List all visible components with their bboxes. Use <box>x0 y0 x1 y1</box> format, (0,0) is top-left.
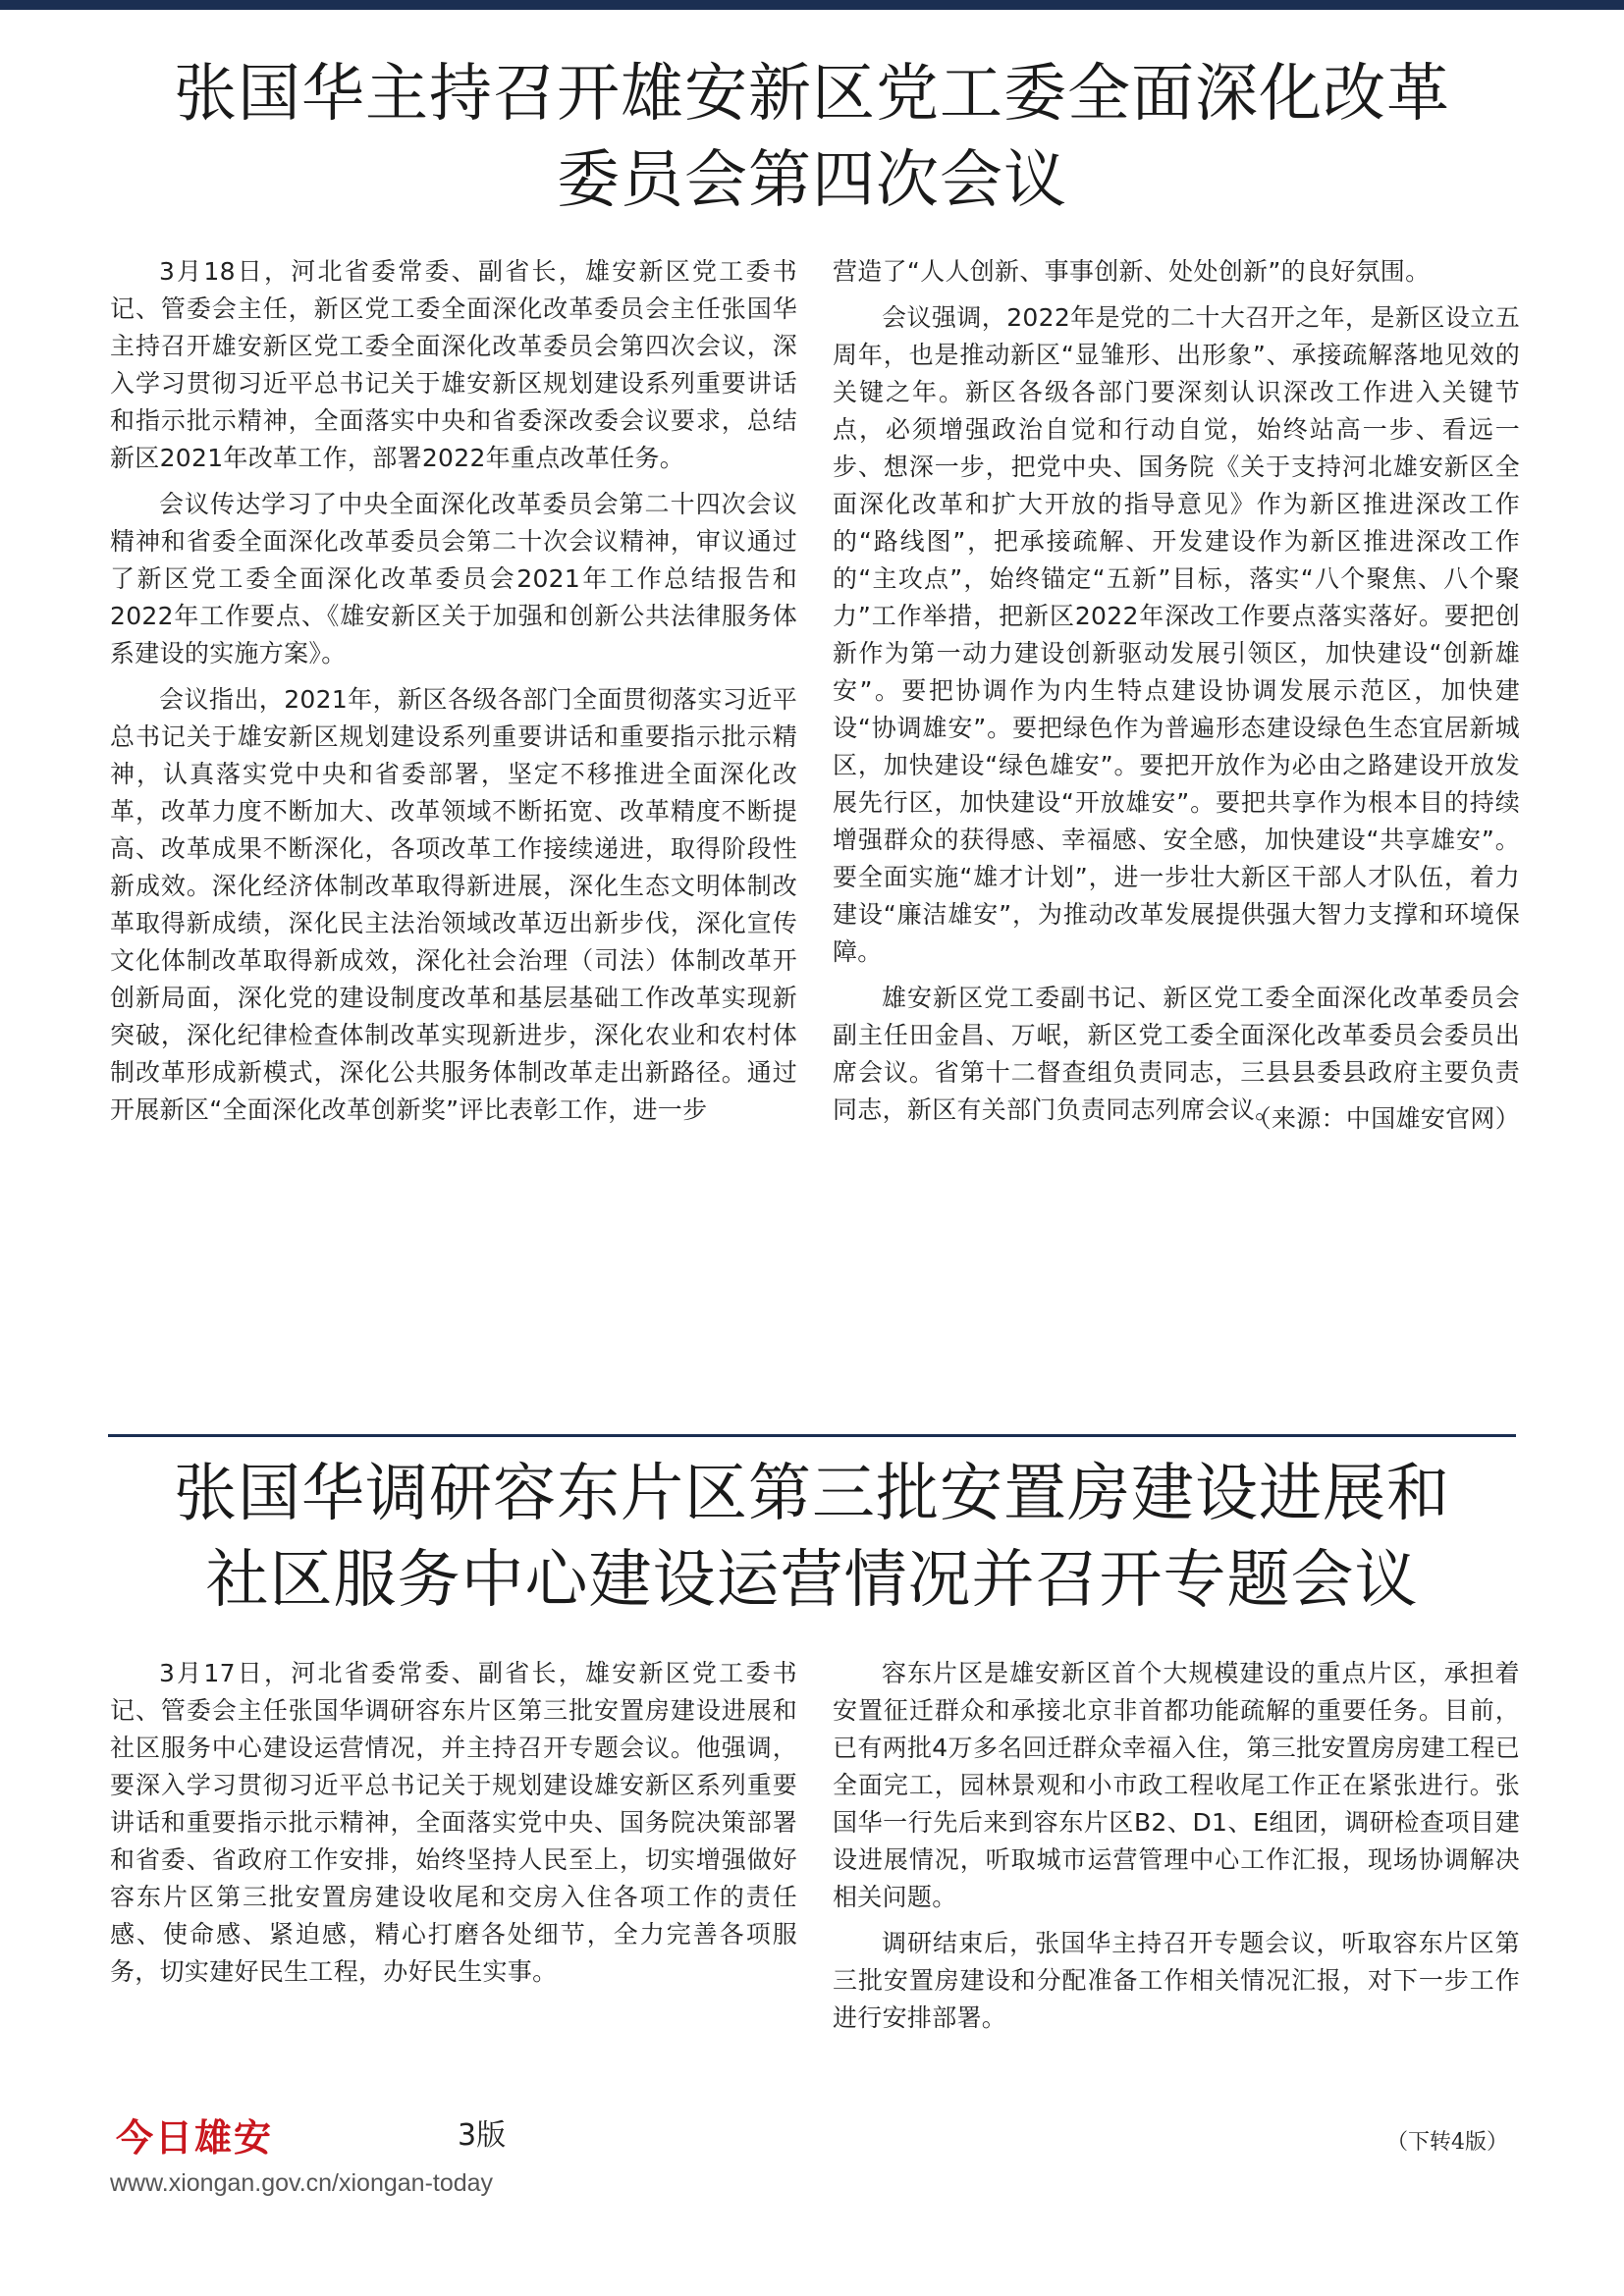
continued-note: （下转4版） <box>1386 2130 1508 2155</box>
article2-title-line2: 社区服务中心建设运营情况并召开专题会议 <box>205 1544 1419 1617</box>
article1-title-line1: 张国华主持召开雄安新区党工委全面深化改革 <box>174 58 1450 131</box>
article2-left-column <box>110 1655 797 2000</box>
article1-right-paragraph-2: 雄安新区党工委副书记、新区党工委全面深化改革委员会副主任田金昌、万岷，新区党工委全面深化改革委员会委员出席会议。省第十二督查组负责同志，三县县委县政府主要负责同志，新区有关部门负责同志列席会议。 <box>833 984 1520 1124</box>
article2-headline <box>108 1451 1516 1624</box>
article2-right-paragraph-1: 容东片区是雄安新区首个大规模建设的重点片区，承担着安置征迁群众和承接北京非首都功能疏解的重要任务。目前，已有两批4万多名回迁群众幸福入住，第三批安置房房建工程已全面完工，园林景观和小市政工程收尾工作正在紧张进行。张国华一行先后来到容东片区B2、D1、E组团，调研检查项目建设进展情况，听取城市运营管理中心工作汇报，现场协调解决相关问题。 <box>833 1659 1520 1911</box>
article1-left-paragraph-3: 会议指出，2021年，新区各级各部门全面贯彻落实习近平总书记关于雄安新区规划建设系列重要讲话和重要指示批示精神，认真落实党中央和省委部署，坚定不移推进全面深化改革，改革力度不断加大、改革领域不断拓宽、改革精度不断提高、改革成果不断深化，各项改革工作接续递进，取得阶段性新成效。深化经济体制改革取得新进展，深化生态文明体制改革取得新成绩，深化民主法治领域改革迈出新步伐，深化宣传文化体制改革取得新成效，深化社会治理（司法）体制改革开创新局面，深化党的建设制度改革和基层基础工作改革实现新突破，深化纪律检查体制改革实现新进步，深化农业和农村体制改革形成新模式，深化公共服务体制改革走出新路径。通过开展新区“全面深化改革创新奖”评比表彰工作，进一步 <box>110 685 797 1124</box>
publication-logo: 今日雄安 <box>116 2115 274 2160</box>
article2-left-paragraph-1: 3月17日，河北省委常委、副省长，雄安新区党工委书记、管委会主任张国华调研容东片区第三批安置房建设进展和社区服务中心建设运营情况，并主持召开专题会议。他强调，要深入学习贯彻习近平总书记关于规划建设雄安新区系列重要讲话和重要指示批示精神，全面落实党中央、国务院决策部署和省委、省政府工作安排，始终坚持人民至上，切实增强做好容东片区第三批安置房建设收尾和交房入住各项工作的责任感、使命感、紧迫感，精心打磨各处细节，全力完善各项服务，切实建好民生工程，办好民生实事。 <box>110 1659 797 1986</box>
article2-title-line1: 张国华调研容东片区第三批安置房建设进展和 <box>174 1458 1450 1530</box>
article1-source: （来源：中国雄安官网） <box>1246 1104 1520 1133</box>
top-accent-bar <box>0 0 1624 10</box>
section-divider <box>108 1434 1516 1437</box>
website-url[interactable]: www.xiongan.gov.cn/xiongan-today <box>110 2169 494 2197</box>
article1-right-continuation: 营造了“人人创新、事事创新、处处创新”的良好氛围。 <box>833 257 1431 286</box>
article2-right-column <box>833 1655 1520 2046</box>
page-number: 3版 <box>458 2118 507 2153</box>
article1-headline <box>108 51 1516 224</box>
article1-right-column <box>833 253 1520 1138</box>
article2-right-paragraph-2: 调研结束后，张国华主持召开专题会议，听取容东片区第三批安置房建设和分配准备工作相关情况汇报，对下一步工作进行安排部署。 <box>833 1929 1520 2032</box>
article1-left-column <box>110 253 797 1138</box>
article1-left-paragraph-1: 3月18日，河北省委常委、副省长，雄安新区党工委书记、管委会主任，新区党工委全面深化改革委员会主任张国华主持召开雄安新区党工委全面深化改革委员会第四次会议，深入学习贯彻习近平总书记关于雄安新区规划建设系列重要讲话和指示批示精神，全面落实中央和省委深改委会议要求，总结新区2021年改革工作，部署2022年重点改革任务。 <box>110 257 797 472</box>
article1-right-paragraph-1: 会议强调，2022年是党的二十大召开之年，是新区设立五周年，也是推动新区“显雏形、出形象”、承接疏解落地见效的关键之年。新区各级各部门要深刻认识深改工作进入关键节点，必须增强政治自觉和行动自觉，始终站高一步、看远一步、想深一步，把党中央、国务院《关于支持河北雄安新区全面深化改革和扩大开放的指导意见》作为新区推进深改工作的“路线图”，把承接疏解、开发建设作为新区推进深改工作的“主攻点”，始终锚定“五新”目标，落实“八个聚焦、八个聚力”工作举措，把新区2022年深改工作要点落实落好。要把创新作为第一动力建设创新驱动发展引领区，加快建设“创新雄安”。要把协调作为内生特点建设协调发展示范区，加快建设“协调雄安”。要把绿色作为普遍形态建设绿色生态宜居新城区，加快建设“绿色雄安”。要把开放作为必由之路建设开放发展先行区，加快建设“开放雄安”。要把共享作为根本目的持续增强群众的获得感、幸福感、安全感，加快建设“共享雄安”。要全面实施“雄才计划”，进一步壮大新区干部人才队伍，着力建设“廉洁雄安”，为推动改革发展提供强大智力支撑和环境保障。 <box>833 303 1520 966</box>
article1-title-line2: 委员会第四次会议 <box>557 144 1067 217</box>
article1-left-paragraph-2: 会议传达学习了中央全面深化改革委员会第二十四次会议精神和省委全面深化改革委员会第二十次会议精神，审议通过了新区党工委全面深化改革委员会2021年工作总结报告和2022年工作要点、《雄安新区关于加强和创新公共法律服务体系建设的实施方案》。 <box>110 490 797 667</box>
